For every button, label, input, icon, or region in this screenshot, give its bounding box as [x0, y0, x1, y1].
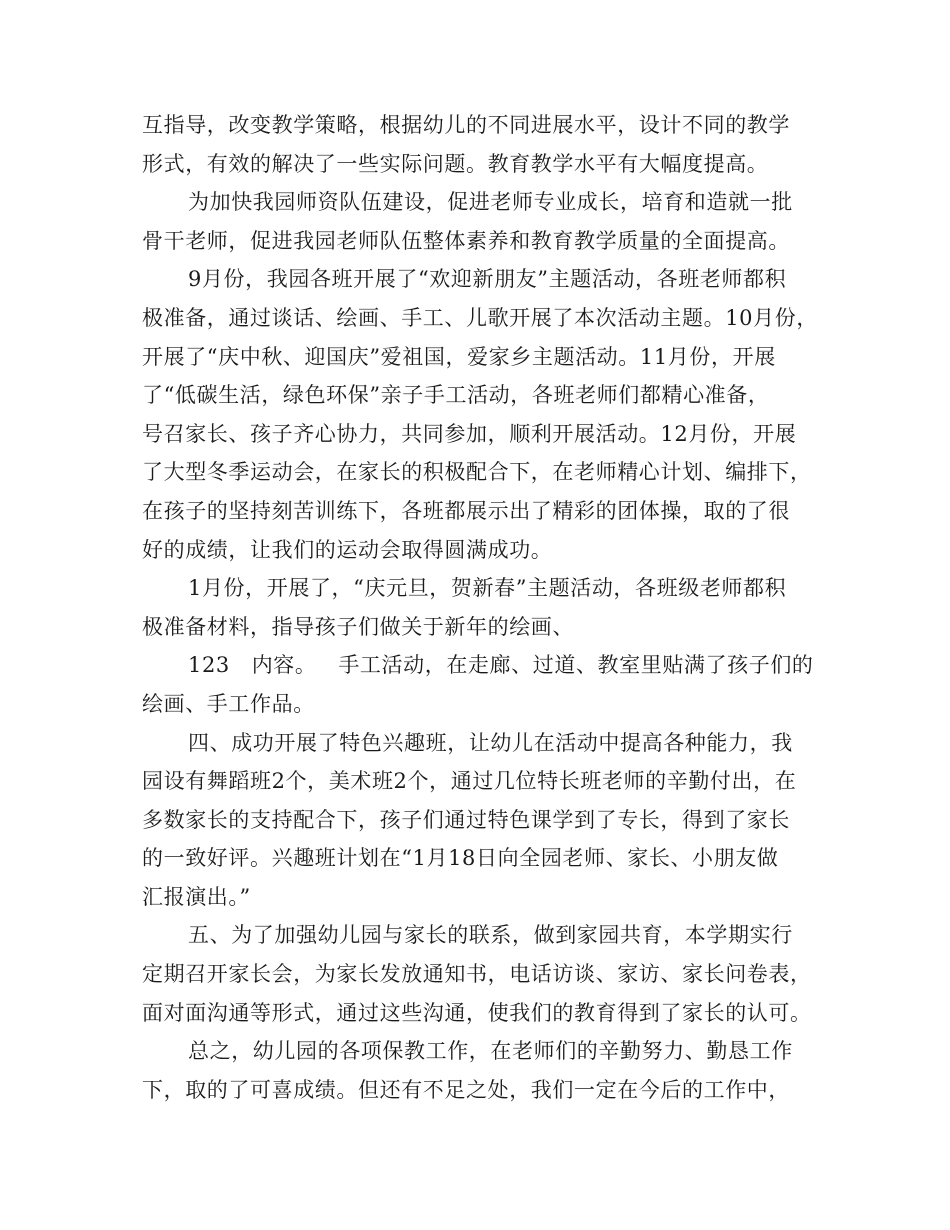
text-line: 为加快我园师资队伍建设，促进老师专业成长，培育和造就一批	[188, 190, 793, 215]
text-line: 1月份，开展了，“庆元旦，贺新春”主题活动，各班级老师都积	[188, 576, 787, 601]
text-line: 的一致好评。兴趣班计划在“1月18日向全园老师、家长、小朋友做	[142, 846, 779, 871]
text-line: 形式，有效的解决了一些实际问题。教育教学水平有大幅度提高。	[142, 151, 769, 176]
text-line: 了“低碳生活，绿色环保”亲子手工活动，各班老师们都精心准备，	[142, 383, 770, 408]
text-line: 互指导，改变教学策略，根据幼儿的不同进展水平，设计不同的教学	[142, 113, 790, 137]
text-line: 下，取的了可喜成绩。但还有不足之处，我们一定在今后的工作中，	[142, 1077, 790, 1102]
text-line: 面对面沟通等形式，通过这些沟通，使我们的教育得到了家长的认可。	[142, 1000, 812, 1025]
text-line: 总之，幼儿园的各项保教工作，在老师们的辛勤努力、勤恳工作	[188, 1039, 793, 1064]
document-body	[142, 106, 818, 1109]
text-line: 定期召开家长会，为家长发放通知书，电话访谈、家访、家长问卷表，	[142, 962, 812, 987]
text-line: 9月份，我园各班开展了“欢迎新朋友”主题活动，各班老师都积	[188, 267, 787, 292]
text-line: 汇报演出。”	[142, 884, 251, 909]
text-line: 绘画、手工作品。	[142, 691, 315, 716]
text-line: 极准备材料，指导孩子们做关于新年的绘画、	[142, 614, 574, 639]
text-line: 五、为了加强幼儿园与家长的联系，做到家园共育，本学期实行	[188, 923, 793, 948]
text-line: 号召家长、孩子齐心协力，共同参加，顺利开展活动。12月份，开展	[142, 421, 797, 446]
text-line: 多数家长的支持配合下，孩子们通过特色课学到了专长，得到了家长	[142, 807, 790, 832]
text-line: 好的成绩，让我们的运动会取得圆满成功。	[142, 537, 553, 562]
text-line: 开展了“庆中秋、迎国庆”爱祖国，爱家乡主题活动。11月份，开展	[142, 344, 776, 369]
text-line: 123 内容。 手工活动，在走廊、过道、教室里贴满了孩子们的	[188, 653, 814, 678]
text-line: 骨干老师，促进我园老师队伍整体素养和教育教学质量的全面提高。	[142, 228, 790, 253]
text-line: 极准备，通过谈话、绘画、手工、儿歌开展了本次活动主题。10月份，	[142, 305, 818, 330]
text-line: 园设有舞蹈班2个，美术班2个，通过几位特长班老师的辛勤付出，在	[142, 769, 797, 794]
text-line: 在孩子的坚持刻苦训练下，各班都展示出了精彩的团体操，取的了很	[142, 498, 790, 523]
text-line: 了大型冬季运动会，在家长的积极配合下，在老师精心计划、编排下，	[142, 460, 812, 485]
text-line: 四、成功开展了特色兴趣班，让幼儿在活动中提高各种能力，我	[188, 730, 793, 755]
